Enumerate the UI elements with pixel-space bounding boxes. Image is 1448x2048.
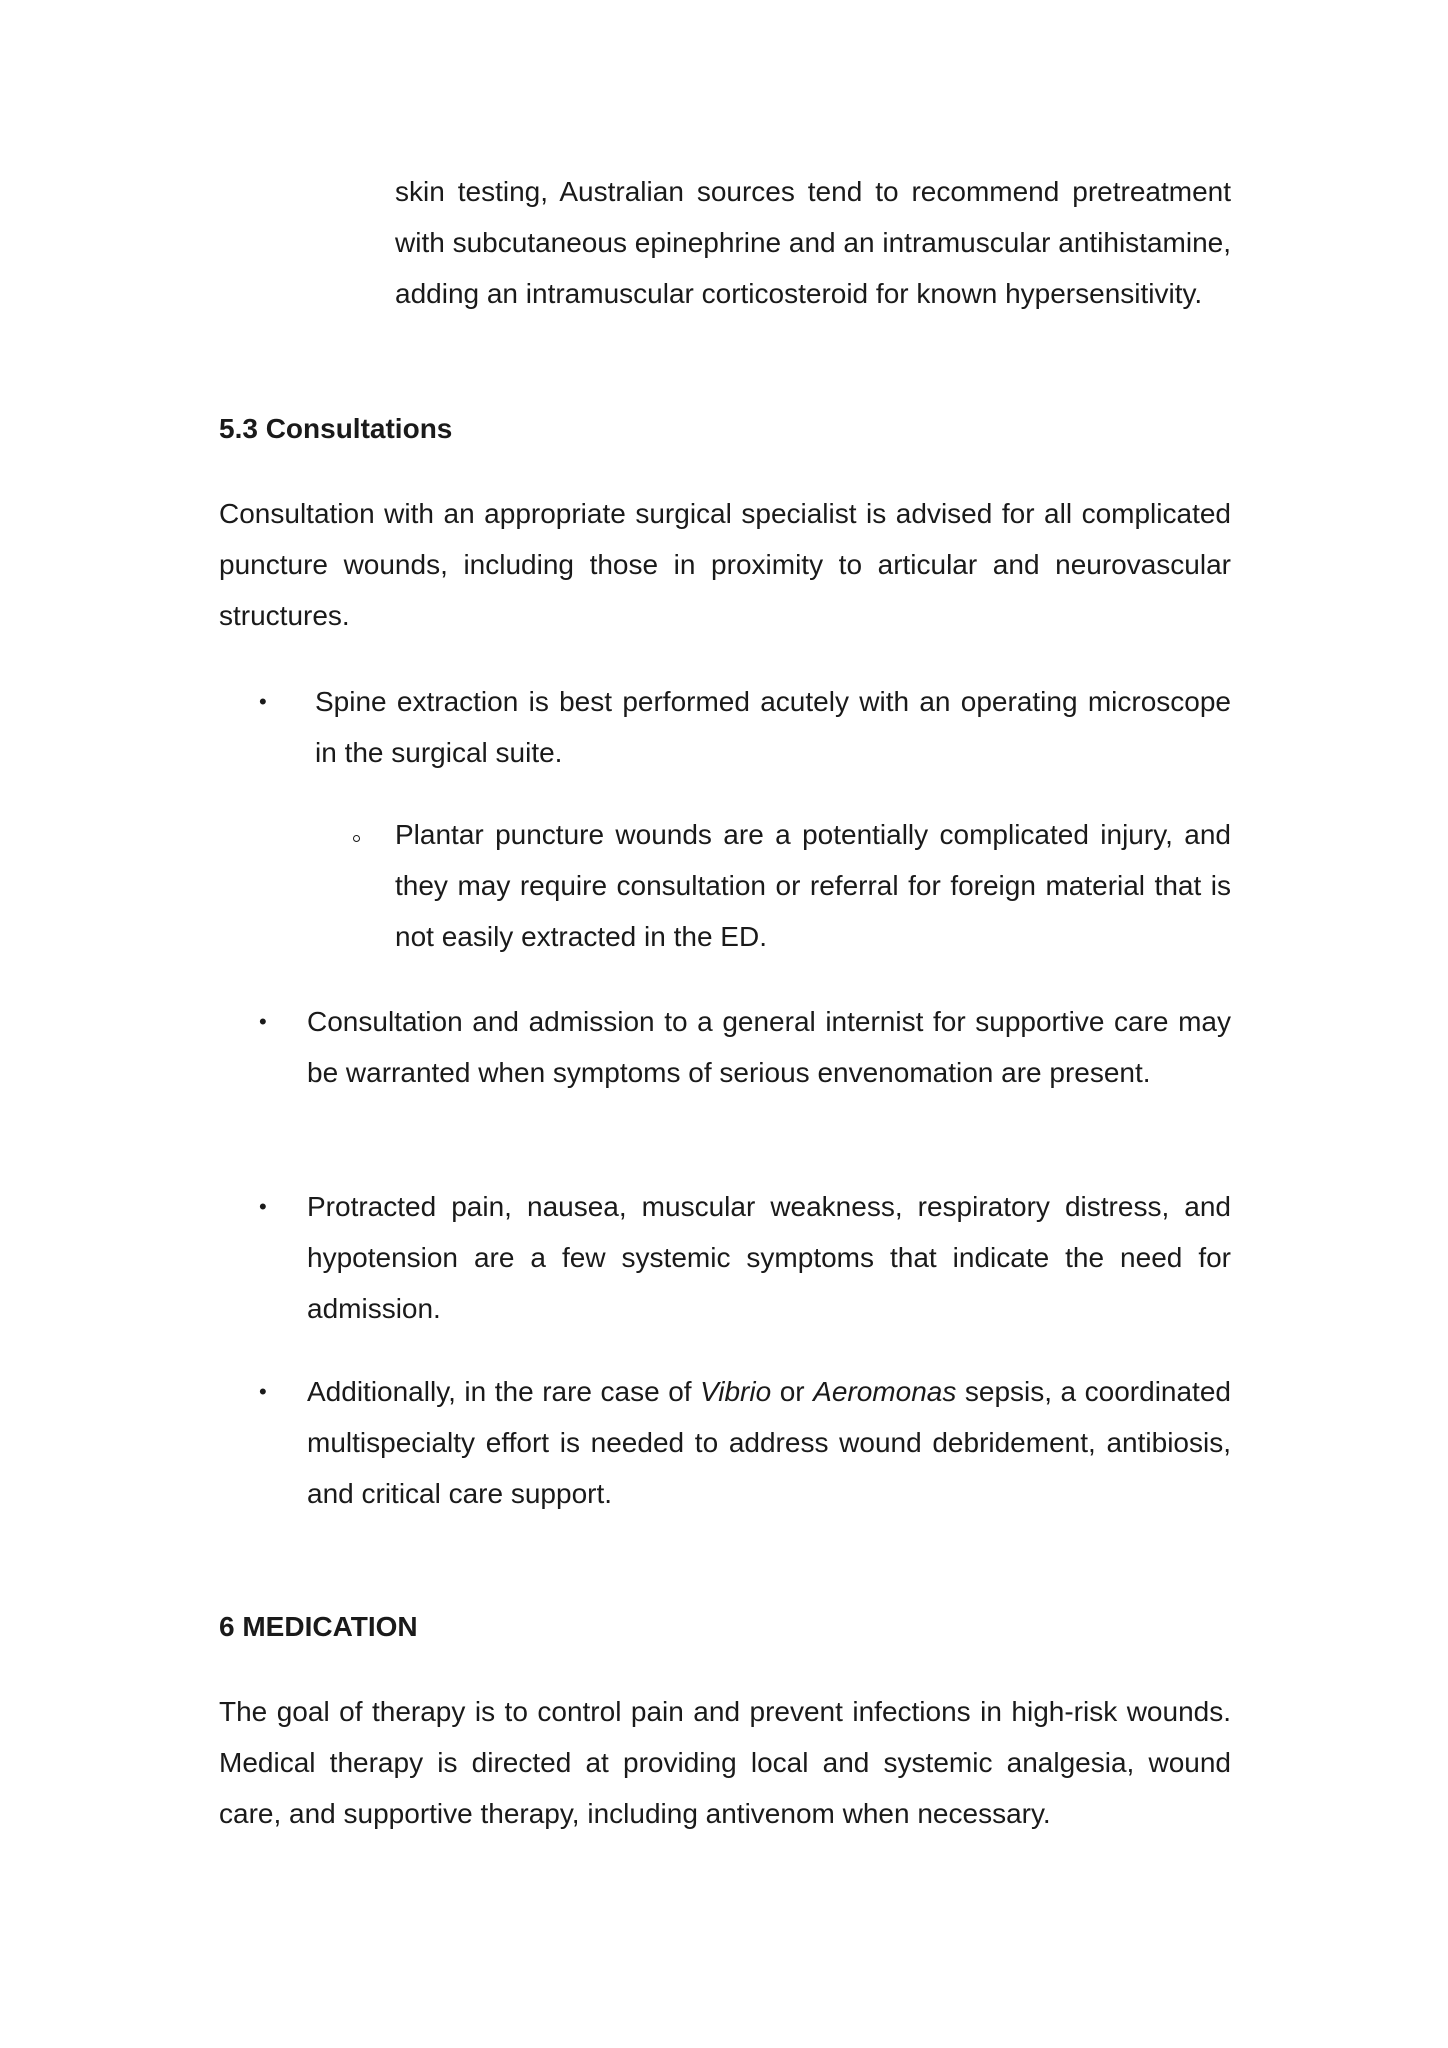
- bullet-4-italic-vibrio: Vibrio: [700, 1376, 772, 1407]
- continuation-paragraph: skin testing, Australian sources tend to recommend pretreatment with subcutaneous epinephrine and an intramuscular antihistamine, adding an intramuscular corticosteroid for known hypersensitivity.: [395, 176, 1231, 310]
- bullet-spine-extraction: Spine extraction is best performed acutely with an operating microscope in the surgical suite.: [315, 686, 1231, 769]
- bullet-4-text-3: sepsis, a coordinated multispecialty effort is needed to address wound debridement, antibiosis, and critical care support.: [307, 1376, 1231, 1510]
- consultations-intro-paragraph: Consultation with an appropriate surgical specialist is advised for all complicated puncture wounds, including those in proximity to articular and neurovascular structures.: [219, 498, 1231, 632]
- bullet-marker-1: •: [259, 689, 267, 714]
- bullet-marker-2: •: [259, 1009, 267, 1034]
- bullet-4-text-1: Additionally, in the rare case of: [307, 1376, 701, 1407]
- bullet-systemic-symptoms: Protracted pain, nausea, muscular weakness, respiratory distress, and hypotension are a few systemic symptoms that indicate the need for admission.: [307, 1191, 1231, 1325]
- bullet-4-text-2: or: [771, 1376, 814, 1407]
- sub-bullet-plantar-wounds: Plantar puncture wounds are a potentially complicated injury, and they may require consultation or referral for foreign material that is not easily extracted in the ED.: [395, 819, 1231, 953]
- medication-intro-paragraph: The goal of therapy is to control pain and prevent infections in high-risk wounds. Medical therapy is directed at providing local and systemic analgesia, wound care, and supportive therapy, including antivenom when necessary.: [219, 1696, 1231, 1830]
- bullet-marker-4: •: [259, 1379, 267, 1404]
- section-5-3-heading: 5.3 Consultations: [219, 413, 453, 444]
- bullet-marker-3: •: [259, 1194, 267, 1219]
- sub-bullet-marker: [353, 835, 360, 842]
- section-6-heading: 6 MEDICATION: [219, 1611, 418, 1642]
- bullet-consultation-admission: Consultation and admission to a general internist for supportive care may be warranted when symptoms of serious envenomation are present.: [307, 1006, 1231, 1089]
- bullet-sepsis-care: [307, 1366, 1231, 1520]
- bullet-4-italic-aeromonas: Aeromonas: [813, 1376, 957, 1407]
